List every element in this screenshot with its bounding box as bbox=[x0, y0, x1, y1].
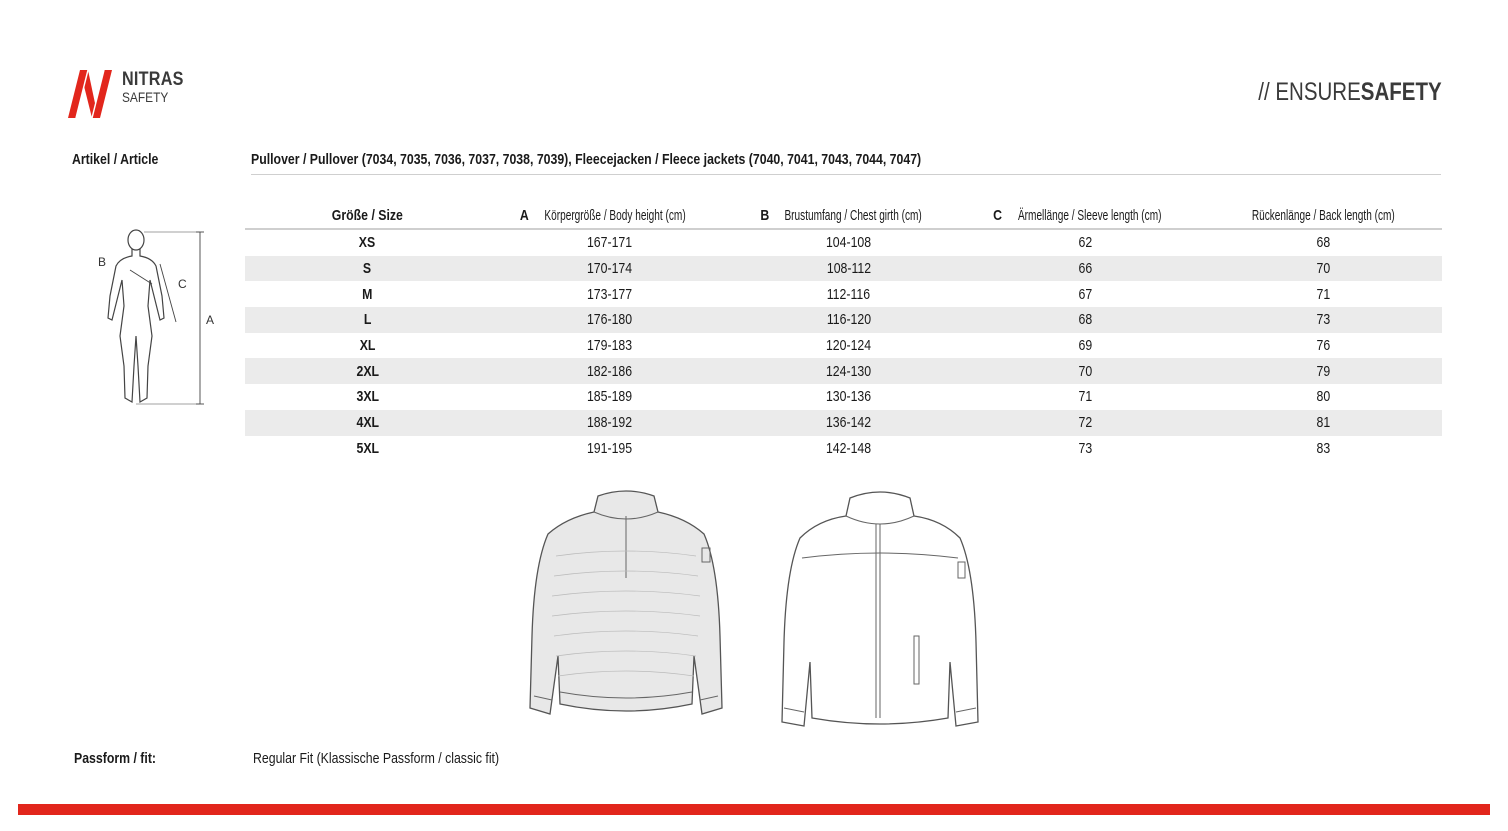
cell-body-height: 173-177 bbox=[587, 285, 633, 303]
cell-chest-girth: 124-130 bbox=[825, 362, 872, 380]
cell-sleeve-length: 62 bbox=[1078, 234, 1093, 252]
figure-label-b: B bbox=[98, 255, 107, 269]
tagline-bold: SAFETY bbox=[1361, 78, 1442, 106]
cell-sleeve-length: 70 bbox=[1078, 362, 1093, 380]
nitras-logo-icon bbox=[66, 68, 116, 120]
cell-body-height: 176-180 bbox=[587, 311, 633, 329]
cell-chest-girth: 104-108 bbox=[825, 234, 872, 252]
cell-sleeve-length: 71 bbox=[1078, 388, 1093, 406]
table-row bbox=[245, 229, 1442, 256]
brand-name: NITRAS bbox=[122, 69, 184, 90]
figure-label-c: C bbox=[178, 277, 187, 291]
article-divider bbox=[251, 174, 1441, 175]
table-row bbox=[245, 307, 1442, 333]
cell-size: XL bbox=[359, 337, 376, 355]
cell-size: 2XL bbox=[356, 362, 379, 380]
cell-body-height: 188-192 bbox=[587, 414, 633, 432]
table-row bbox=[245, 410, 1442, 436]
cell-size: S bbox=[363, 260, 372, 278]
table-row bbox=[245, 384, 1442, 410]
cell-size: XS bbox=[359, 234, 376, 252]
cell-sleeve-length: 73 bbox=[1078, 439, 1093, 457]
cell-body-height: 191-195 bbox=[587, 439, 633, 457]
cell-size: L bbox=[363, 311, 372, 329]
cell-body-height: 167-171 bbox=[587, 234, 633, 252]
header-back-length: Rückenlänge / Back length (cm) bbox=[1204, 202, 1442, 229]
cell-body-height: 182-186 bbox=[587, 362, 633, 380]
cell-sleeve-length: 68 bbox=[1078, 311, 1093, 329]
cell-chest-girth: 120-124 bbox=[825, 337, 872, 355]
cell-chest-girth: 130-136 bbox=[825, 388, 872, 406]
size-table bbox=[245, 202, 1442, 461]
cell-sleeve-length: 72 bbox=[1078, 414, 1093, 432]
header-sleeve-length: CÄrmellänge / Sleeve length (cm) bbox=[967, 202, 1204, 229]
article-value: Pullover / Pullover (7034, 7035, 7036, 7037, 7038, 7039), Fleecejacken / Fleece jackets (7040, 7041, 7043, 7044, 7047) bbox=[251, 151, 922, 168]
cell-size: M bbox=[362, 285, 373, 303]
cell-back-length: 81 bbox=[1316, 414, 1330, 432]
table-row bbox=[245, 358, 1442, 384]
header-size: Größe / Size bbox=[245, 202, 490, 229]
header-chest-girth: BBrustumfang / Chest girth (cm) bbox=[730, 202, 967, 229]
cell-back-length: 70 bbox=[1316, 260, 1330, 278]
cell-chest-girth: 136-142 bbox=[825, 414, 872, 432]
brand-tagline bbox=[1259, 78, 1442, 107]
table-row bbox=[245, 281, 1442, 307]
table-row bbox=[245, 333, 1442, 359]
article-label: Artikel / Article bbox=[72, 151, 159, 168]
cell-size: 4XL bbox=[356, 414, 379, 432]
cell-chest-girth: 142-148 bbox=[825, 439, 872, 457]
pullover-illustration-icon bbox=[526, 486, 726, 734]
fleece-jacket-illustration-icon bbox=[780, 486, 980, 734]
fit-label: Passform / fit: bbox=[74, 750, 157, 767]
cell-chest-girth: 108-112 bbox=[826, 260, 871, 278]
cell-chest-girth: 116-120 bbox=[826, 311, 871, 329]
brand-logo bbox=[66, 68, 216, 120]
table-header-row bbox=[245, 202, 1442, 229]
cell-chest-girth: 112-116 bbox=[826, 285, 871, 303]
body-measurement-figure bbox=[92, 226, 232, 412]
tagline-prefix: // ENSURE bbox=[1258, 78, 1362, 106]
header-body-height: AKörpergröße / Body height (cm) bbox=[490, 202, 730, 229]
cell-body-height: 170-174 bbox=[587, 260, 633, 278]
footer-accent-bar bbox=[18, 804, 1490, 815]
cell-back-length: 73 bbox=[1316, 311, 1330, 329]
cell-back-length: 68 bbox=[1316, 234, 1330, 252]
cell-size: 5XL bbox=[356, 439, 379, 457]
cell-sleeve-length: 67 bbox=[1078, 285, 1093, 303]
cell-back-length: 83 bbox=[1316, 439, 1330, 457]
cell-size: 3XL bbox=[356, 388, 379, 406]
cell-back-length: 80 bbox=[1316, 388, 1330, 406]
body-outline-icon bbox=[92, 226, 232, 412]
cell-sleeve-length: 69 bbox=[1078, 337, 1093, 355]
brand-sub: SAFETY bbox=[122, 89, 169, 105]
cell-body-height: 179-183 bbox=[587, 337, 633, 355]
fit-value: Regular Fit (Klassische Passform / classic fit) bbox=[253, 750, 500, 767]
cell-back-length: 76 bbox=[1316, 337, 1330, 355]
figure-label-a: A bbox=[206, 313, 215, 327]
cell-back-length: 79 bbox=[1316, 362, 1330, 380]
cell-body-height: 185-189 bbox=[587, 388, 633, 406]
cell-sleeve-length: 66 bbox=[1078, 260, 1093, 278]
table-row bbox=[245, 256, 1442, 282]
cell-back-length: 71 bbox=[1316, 285, 1330, 303]
table-row bbox=[245, 436, 1442, 462]
